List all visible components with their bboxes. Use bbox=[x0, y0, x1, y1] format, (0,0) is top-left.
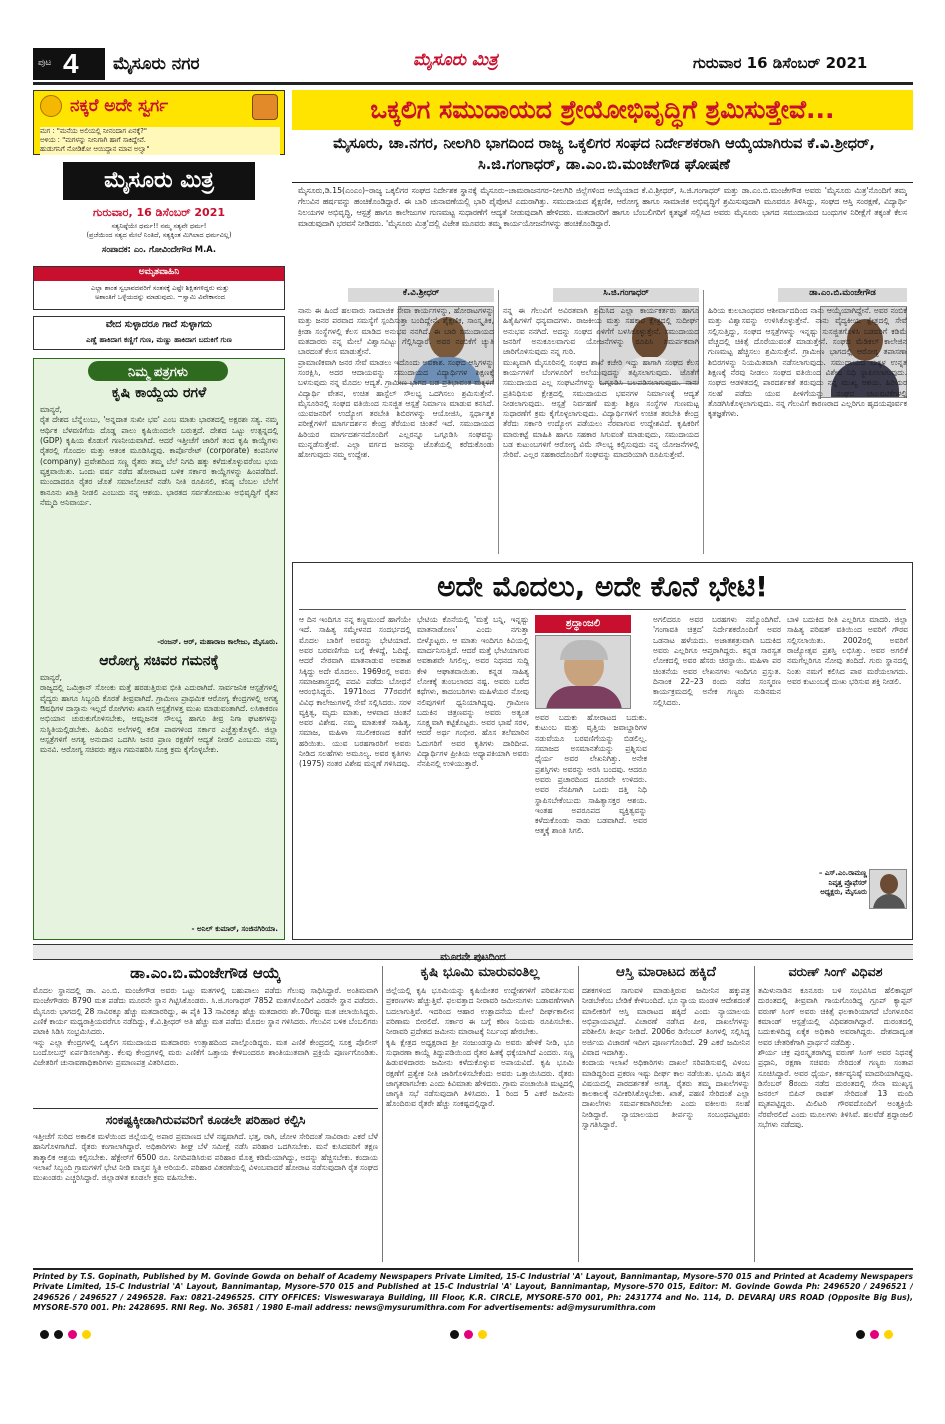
reg-dot bbox=[82, 1330, 91, 1339]
proverb-title: ವೇದ ಸುಳ್ಳಾದರೂ ಗಾದೆ ಸುಳ್ಳಾಗದು bbox=[105, 319, 213, 330]
cont-d-title: ಆಸ್ತಿ ಮಾರಾಟದ ಹಕ್ಕಿದೆ bbox=[616, 964, 716, 980]
reg-dot bbox=[68, 1330, 77, 1339]
header-date: ಗುರುವಾರ 16 ಡಿಸೆಂಬರ್ 2021 bbox=[693, 54, 868, 72]
cont-a-title: ಡಾ.ಎಂ.ಬಿ.ಮಂಜೇಗೌಡ ಆಯ್ಕೆ bbox=[130, 964, 281, 982]
tribute-sign-photo bbox=[869, 869, 907, 909]
page-label: ಪುಟ bbox=[38, 58, 52, 68]
letter2-sign: - ಅನಿಲ್ ಕುಮಾರ್, ಸಂಜಿನಗಿರಿಯಾ. bbox=[191, 924, 278, 933]
masthead-small: ಮೈಸೂರು ಮಿತ್ರ bbox=[413, 50, 498, 70]
page-label-box bbox=[33, 48, 105, 80]
continued-banner-label: ಮೂರನೇ ಪುಟದಿಂದ bbox=[440, 952, 506, 963]
col-divider-1 bbox=[498, 290, 499, 554]
lead-col-1 bbox=[298, 288, 494, 556]
cartoon-icon bbox=[252, 94, 278, 120]
header-rule bbox=[33, 82, 913, 85]
reg-dot bbox=[54, 1330, 63, 1339]
amrutha-box bbox=[33, 266, 285, 310]
letter2-title: ಆರೋಗ್ಯ ಸಚಿವರ ಗಮನಕ್ಕೆ bbox=[99, 653, 219, 669]
cont-divider-1 bbox=[382, 966, 383, 1262]
amrutha-text: ಎಲ್ಲಾ ಶಾಂತ ಸ್ವಭಾವದವರಿಗೆ ಸಂತಸಕ್ಕೆ ಎಷ್ಟೇ ಶಿಕ್ಷಿತಗಳಿದ್ದರು ಮತ್ತು ಅಶಾಂತಿಗೆ ಒಳ್ಳೆಯದನ್ನು ಮಾಡುವುದು. ~ಸ್ವಾಮಿ ವಿವೇಕಾನಂದ bbox=[91, 284, 229, 301]
cont-b-text: ಇತ್ತೀಚೆಗೆ ಸುರಿದ ಅಕಾಲಿಕ ಮಳೆಯಿಂದ ಜಿಲ್ಲೆಯಲ್ಲಿ ಅಪಾರ ಪ್ರಮಾಣದ ಬೆಳೆ ನಷ್ಟವಾಗಿದೆ. ಭತ್ತ, ರಾಗಿ, ಜೋಳ ಸೇರಿದಂತೆ ಸಾವಿರಾರು ಎಕರೆ ಬೆಳೆ ಹಾನಿಗೊಳಗಾಗಿದೆ. ರೈತರು ಕಂಗಾಲಾಗಿದ್ದಾರೆ. ಅಧಿಕಾರಿಗಳು ಶೀಘ್ರ ಬೆಳೆ ಸಮೀಕ್ಷೆ ನಡೆಸಿ ಪರಿಹಾರ ಒದಗಿಸಬೇಕು. ಮನೆ ಕುಸಿದವರಿಗೆ ತಕ್ಷಣ ತಾತ್ಕಾಲಿಕ ಆಶ್ರಯ ಕಲ್ಪಿಸಬೇಕು. ಹೆಕ್ಟೇರ್‌ಗೆ 6500 ರೂ. ನಿಗದಿಪಡಿಸಿರುವ ಪರಿಹಾರ ಮೊತ್ತ ಕಡಿಮೆಯಾಗಿದ್ದು, ಅದನ್ನು ಹೆಚ್ಚಿಸಬೇಕು. ಕಂದಾಯ ಇಲಾಖೆ ಸಿಬ್ಬಂದಿ ಗ್ರಾಮಗಳಿಗೆ ಭೇಟಿ ನೀಡಿ ವಾಸ್ತವ ಸ್ಥಿತಿ ಅರಿಯಲಿ. ಪರಿಹಾರ ವಿತರಣೆಯಲ್ಲಿ ವಿಳಂಬವಾದರೆ ಹೋರಾಟ ನಡೆಸುವುದಾಗಿ ರೈತ ಸಂಘದ ಮುಖಂಡರು ಎಚ್ಚರಿಸಿದ್ದಾರೆ. ಜಿಲ್ಲಾಡಳಿತ ಕೂಡಲೇ ಕ್ರಮ ವಹಿಸಬೇಕು. bbox=[33, 1132, 378, 1183]
sidebar bbox=[33, 90, 285, 940]
issue-lines: ಸತ್ಯನಿಷ್ಠೆಯೇ ಧರ್ಮ!! ನಮ್ಮ ಸತ್ಯವೇ ಧರ್ಮ! (ಪ್ರಜೆಯಿಂದ ಸತ್ಯದ ಮೇಲೆ ನಿಂತಿದೆ, ಸತ್ಯಕ್ಕಿಂತ ಮಿಗಿಲಾದ ಧರ್ಮವಿಲ್ಲ) bbox=[86, 222, 232, 239]
col1-text: ನಾನು ಈ ಹಿಂದೆ ಹಲವಾರು ಸಾಮಾಜಿಕ ಸೇವಾ ಕಾರ್ಯಗಳನ್ನು, ಹೋರಾಟಗಳನ್ನು ಮತ್ತು ಜನರ ಪರವಾದ ಸಮಸ್ಯೆಗೆ ಸ್ಪಂದಿಸುತ್ತಾ ಬಂದಿದ್ದೇನೆ. ಶೈಕ್ಷಣಿಕ, ಸಾಂಸ್ಕೃತಿಕ, ಕ್ರೀಡಾ ಸಂಸ್ಥೆಗಳಲ್ಲಿ ಕೆಲಸ ಮಾಡಿದ ಅನುಭವ ನನಗಿದೆ. ಈ ಬಾರಿ ಸಮುದಾಯದ ಮತದಾರರು ನನ್ನ ಮೇಲೆ ವಿಶ್ವಾಸವಿಟ್ಟು ಗೆಲ್ಲಿಸಿದ್ದಾರೆ. ಅವರ ನಂಬಿಕೆಗೆ ಚ್ಯುತಿ ಬಾರದಂತೆ ಕೆಲಸ ಮಾಡುತ್ತೇನೆ. ಪ್ರಾಮಾಣಿಕವಾಗಿ ಜನರ ಸೇವೆ ಮಾಡಲು ಇದೊಂದು ಅವಕಾಶ. ಸಂಘದ ಆಸ್ತಿಗಳನ್ನು ಸಂರಕ್ಷಿಸಿ, ಅದರ ಆದಾಯವನ್ನು ಸಮುದಾಯದ ವಿದ್ಯಾರ್ಥಿಗಳ ಶಿಕ್ಷಣಕ್ಕೆ ಬಳಸುವುದು ನನ್ನ ಮೊದಲ ಆದ್ಯತೆ. ಗ್ರಾಮೀಣ ಭಾಗದ ಬಡ ಪ್ರತಿಭಾವಂತ ಮಕ್ಕಳಿಗೆ ವಿದ್ಯಾರ್ಥಿ ವೇತನ, ಉಚಿತ ಹಾಸ್ಟೆಲ್ ಸೌಲಭ್ಯ ಒದಗಿಸಲು ಶ್ರಮಿಸುತ್ತೇನೆ. ಮೈಸೂರಿನಲ್ಲಿ ಸಂಘದ ವತಿಯಿಂದ ಸುಸಜ್ಜಿತ ಆಸ್ಪತ್ರೆ ನಿರ್ಮಾಣ ಮಾಡುವ ಕನಸಿದೆ. ಯುವಜನರಿಗೆ ಉದ್ಯೋಗ ತರಬೇತಿ ಶಿಬಿರಗಳನ್ನು ಆಯೋಜಿಸಿ, ಸ್ಪರ್ಧಾತ್ಮಕ ಪರೀಕ್ಷೆಗಳಿಗೆ ಮಾರ್ಗದರ್ಶನ ಕೇಂದ್ರ ತೆರೆಯುವ ಚಿಂತನೆ ಇದೆ. ಸಮುದಾಯದ ಹಿರಿಯರ ಮಾರ್ಗದರ್ಶನದೊಂದಿಗೆ ಎಲ್ಲರನ್ನೂ ಒಗ್ಗೂಡಿಸಿ ಸಂಘವನ್ನು ಮುನ್ನಡೆಸುತ್ತೇವೆ. ಎಲ್ಲಾ ವರ್ಗದ ಜನರನ್ನು ಜೊತೆಯಲ್ಲಿ ಕರೆದುಕೊಂಡು ಹೋಗುವುದು ನಮ್ಮ ಉದ್ದೇಶ. bbox=[298, 306, 494, 460]
footer-imprint: Printed by T.S. Gopinath, Published by M. Govinde Gowda on behalf of Academy Newspapers Private Limited, 15-C Industrial 'A' Layout, Bannimantap, Mysore-570 015 and Printed at Academy Newspapers Private Limited, 15-C Industrial 'A' Layout, Bannimantap, Mysore-570 015 and Published at 15-C Industrial 'A' Layout, Bannimantap, Mysore-570 015, Editor: M. Govinde Gowda Ph: 2496520 / 2496521 / 2496526 / 2496527 / 2496528. Fax: 0821-2496525. CITY OFFICES: Visweswaraya Building, III Floor, K.R. CIRCLE, MYSORE-570 001, Ph: 2431774 and No. 114, D. DEVARAJ URS ROAD (Opposite Big Bus), MYSORE-570 001. Ph: 2428695. RNI Reg. No. 36581 / 1980 E-mail address: news@mysurumithra.com For advertisements: ad@mysurumithra.com bbox=[33, 1272, 913, 1312]
proverb-box bbox=[33, 316, 285, 350]
section-title: ಮೈಸೂರು ನಗರ bbox=[113, 54, 200, 74]
lead-col-2 bbox=[503, 288, 699, 556]
cont-divider-2 bbox=[578, 966, 579, 1262]
tribute-headline-rule bbox=[299, 609, 906, 610]
logo-block bbox=[33, 162, 285, 257]
tribute-headline: ಅದೇ ಮೊದಲು, ಅದೇ ಕೊನೆ ಭೇಟಿ! bbox=[437, 570, 768, 603]
tribute-col-2: ಭೇಟಿಯ ಕೊನೆಯಲ್ಲಿ 'ಮತ್ತೆ ಬನ್ನಿ, ಇನ್ನಷ್ಟು ಮಾತನಾಡೋಣ' ಎಂದು ನಗುತ್ತಾ ಬೀಳ್ಕೊಟ್ಟರು. ಆ ಮಾತು ಇಂದಿಗೂ ಕಿವಿಯಲ್ಲಿ ಮಾರ್ದನಿಸುತ್ತಿದೆ. ಆದರೆ ಮತ್ತೆ ಭೇಟಿಯಾಗುವ ಅವಕಾಶವೇ ಸಿಗಲಿಲ್ಲ. ಅವರ ನಿಧನದ ಸುದ್ದಿ ಕೇಳಿ ಆಘಾತವಾಯಿತು. ಕನ್ನಡ ಸಾಹಿತ್ಯ ಲೋಕಕ್ಕೆ ತುಂಬಲಾರದ ನಷ್ಟ. ಅವರು ಬರೆದ ಕಥೆಗಳು, ಕಾದಂಬರಿಗಳು ಮಹಿಳೆಯರ ನೋವು ನಲಿವುಗಳಿಗೆ ಧ್ವನಿಯಾಗಿದ್ದವು. ಗ್ರಾಮೀಣ ಬದುಕಿನ ಚಿತ್ರಣವನ್ನು ಅವರು ಅತ್ಯಂತ ಸೂಕ್ಷ್ಮವಾಗಿ ಕಟ್ಟಿಕೊಟ್ಟರು. ಅವರ ಭಾಷೆ ಸರಳ, ಆದರೆ ಅರ್ಥ ಗಂಭೀರ. ಹೊಸ ತಲೆಮಾರಿನ ಓದುಗರಿಗೆ ಅವರ ಕೃತಿಗಳು ದಾರಿದೀಪ. ವಿದ್ಯಾರ್ಥಿಗಳ ಪ್ರೀತಿಯ ಅಧ್ಯಾಪಕಿಯಾಗಿ ಅವರು ನೆನಪಿನಲ್ಲಿ ಉಳಿಯುತ್ತಾರೆ. bbox=[417, 615, 529, 769]
letter1-text: ಮಾನ್ಯರೆ, ರೈತ ದೇಶದ ಬೆನ್ನೆಲುಬು, 'ಅನ್ನದಾತ ಸುಖೀ ಭವ' ಎಂಬ ಮಾತು ಭಾರತದಲ್ಲಿ ಅಕ್ಷರಶಃ ಸತ್ಯ. ನಮ್ಮ ಆರ್ಥಿಕ ಬೆಳವಣಿಗೆಯ ದೊಡ್ಡ ಪಾಲು ಕೃಷಿಯಿಂದಲೇ ಬರುತ್ತದೆ. ದೇಶದ ಒಟ್ಟು ಉತ್ಪನ್ನದಲ್ಲಿ (GDP) ಕೃಷಿಯ ಕೊಡುಗೆ ಗಣನೀಯವಾಗಿದೆ. ಆದರೆ ಇತ್ತೀಚೆಗೆ ಜಾರಿಗೆ ತಂದ ಕೃಷಿ ಕಾಯ್ದೆಗಳು ರೈತರಲ್ಲಿ ಗೊಂದಲ ಮತ್ತು ಆತಂಕ ಮೂಡಿಸಿದ್ದವು. ಕಾರ್ಪೊರೇಟ್ (corporate) ಕಂಪನಿಗಳ (company) ಪ್ರವೇಶದಿಂದ ಸಣ್ಣ ರೈತರು ತಮ್ಮ ಬೆಲೆ ನಿಗದಿ ಹಕ್ಕು ಕಳೆದುಕೊಳ್ಳುವರೆಂಬ ಭಯ ವ್ಯಕ್ತವಾಯಿತು. ಒಂದು ವರ್ಷ ನಡೆದ ಹೋರಾಟದ ಬಳಿಕ ಸರ್ಕಾರ ಕಾಯ್ದೆಗಳನ್ನು ಹಿಂಪಡೆದಿದೆ. ಮುಂದಾದರೂ ರೈತರ ಜೊತೆ ಸಮಾಲೋಚನೆ ನಡೆಸಿ ನೀತಿ ರೂಪಿಸಲಿ, ಕನಿಷ್ಠ ಬೆಂಬಲ ಬೆಲೆಗೆ ಕಾನೂನು ಖಾತ್ರಿ ನೀಡಲಿ ಎಂಬುದು ನನ್ನ ಆಶಯ. ಭಾರತದ ಸರ್ವತೋಮುಖ ಅಭಿವೃದ್ಧಿಗೆ ರೈತನ ನೆಮ್ಮದಿ ಅನಿವಾರ್ಯ. bbox=[40, 405, 278, 507]
letters-banner bbox=[88, 361, 228, 381]
reg-dot bbox=[870, 1330, 879, 1339]
cont-c-title: ಕೃಷಿ ಭೂಮಿ ಮಾರುವಂತಿಲ್ಲ bbox=[420, 964, 540, 980]
cont-story-d bbox=[582, 964, 750, 1264]
tribute-label: ಶ್ರದ್ಧಾಂಜಲಿ bbox=[535, 615, 631, 633]
cont-e-text: ತಮಿಳುನಾಡಿನ ಕೂನೂರು ಬಳಿ ಸಂಭವಿಸಿದ ಹೆಲಿಕಾಪ್ಟರ್ ದುರಂತದಲ್ಲಿ ತೀವ್ರವಾಗಿ ಗಾಯಗೊಂಡಿದ್ದ ಗ್ರೂಪ್ ಕ್ಯಾಪ್ಟನ್ ವರುಣ್ ಸಿಂಗ್ ಅವರು ಚಿಕಿತ್ಸೆ ಫಲಕಾರಿಯಾಗದೆ ಬೆಂಗಳೂರಿನ ಕಮಾಂಡ್ ಆಸ್ಪತ್ರೆಯಲ್ಲಿ ವಿಧಿವಶರಾಗಿದ್ದಾರೆ. ದುರಂತದಲ್ಲಿ ಬದುಕುಳಿದಿದ್ದ ಏಕೈಕ ಅಧಿಕಾರಿ ಅವರಾಗಿದ್ದರು. ದೇಶದಾದ್ಯಂತ ಅವರ ಚೇತರಿಕೆಗಾಗಿ ಪ್ರಾರ್ಥನೆ ನಡೆದಿತ್ತು. ಶೌರ್ಯ ಚಕ್ರ ಪುರಸ್ಕೃತರಾಗಿದ್ದ ವರುಣ್ ಸಿಂಗ್ ಅವರ ನಿಧನಕ್ಕೆ ಪ್ರಧಾನಿ, ರಕ್ಷಣಾ ಸಚಿವರು ಸೇರಿದಂತೆ ಗಣ್ಯರು ಸಂತಾಪ ಸೂಚಿಸಿದ್ದಾರೆ. ಅವರ ಧೈರ್ಯ, ಕರ್ತವ್ಯನಿಷ್ಠೆ ಮಾದರಿಯಾಗಿದ್ದವು. ಡಿಸೆಂಬರ್ 8ರಂದು ನಡೆದ ದುರಂತದಲ್ಲಿ ಸೇನಾ ಮುಖ್ಯಸ್ಥ ಜನರಲ್ ಬಿಪಿನ್ ರಾವತ್ ಸೇರಿದಂತೆ 13 ಮಂದಿ ಮೃತಪಟ್ಟಿದ್ದರು. ಮಿಲಿಟರಿ ಗೌರವದೊಂದಿಗೆ ಅಂತ್ಯಕ್ರಿಯೆ ನೆರವೇರಲಿದೆ ಎಂದು ಮೂಲಗಳು ತಿಳಿಸಿವೆ. ಹಲವೆಡೆ ಶ್ರದ್ಧಾಂಜಲಿ ಸಭೆಗಳು ನಡೆದವು. bbox=[758, 986, 913, 1130]
reg-dot bbox=[884, 1330, 893, 1339]
col2-name-tag: ಸಿ.ಜಿ.ಗಂಗಾಧರ್ bbox=[553, 288, 699, 302]
letters-section bbox=[33, 358, 285, 940]
editor-line: ಸಂಪಾದಕ: ಎಂ. ಗೋವಿಂದೇಗೌಡ M.A. bbox=[101, 244, 217, 254]
cont-e-title: ವರುಣ್ ಸಿಂಗ್ ವಿಧಿವಶ bbox=[788, 964, 883, 979]
lead-subhead: ಮೈಸೂರು, ಚಾ.ನಗರ, ನೀಲಗಿರಿ ಭಾಗದಿಂದ ರಾಜ್ಯ ಒಕ್ಕಲಿಗರ ಸಂಘದ ನಿರ್ದೇಶಕರಾಗಿ ಆಯ್ಕೆಯಾಗಿರುವ ಕೆ.ವಿ.ಶ್ರೀಧರ್, ಸಿ.ಜಿ.ಗಂಗಾಧರ್, ಡಾ.ಎಂ.ಬಿ.ಮಂಜೇಗೌಡ ಘೋಷಣೆ bbox=[333, 136, 875, 174]
smiley-icon bbox=[40, 95, 62, 117]
lead-intro: ಮೈಸೂರು,ಡಿ.15(ಎಂಎಂ)–ರಾಜ್ಯ ಒಕ್ಕಲಿಗರ ಸಂಘದ ನಿರ್ದೇಶಕ ಸ್ಥಾನಕ್ಕೆ ಮೈಸೂರು–ಚಾಮರಾಜನಗರ–ನೀಲಗಿರಿ ಜಿಲ್ಲೆಗಳಿಂದ ಆಯ್ಕೆಯಾದ ಕೆ.ವಿ.ಶ್ರೀಧರ್, ಸಿ.ಜಿ.ಗಂಗಾಧರ್ ಮತ್ತು ಡಾ.ಎಂ.ಬಿ.ಮಂಜೇಗೌಡ ಅವರು 'ಮೈಸೂರು ಮಿತ್ರ'ನೊಂದಿಗೆ ತಮ್ಮ ಗೆಲುವಿನ ಹರ್ಷವನ್ನು ಹಂಚಿಕೊಂಡಿದ್ದಾರೆ. ಈ ಬಾರಿ ಚುನಾವಣೆಯಲ್ಲಿ ಭಾರಿ ಪೈಪೋಟಿ ಎದುರಾಗಿತ್ತು. ಸಮುದಾಯದ ಶೈಕ್ಷಣಿಕ, ಆರೋಗ್ಯ ಹಾಗೂ ಸಾಮಾಜಿಕ ಅಭಿವೃದ್ಧಿಗೆ ಶ್ರಮಿಸುವುದಾಗಿ ಮೂವರೂ ತಿಳಿಸಿದ್ದು, ಸಂಘದ ಆಸ್ತಿ ಸಂರಕ್ಷಣೆ, ವಿದ್ಯಾರ್ಥಿ ನಿಲಯಗಳ ಅಭಿವೃದ್ಧಿ, ಆಸ್ಪತ್ರೆ ಹಾಗೂ ಕಾಲೇಜುಗಳ ಗುಣಮಟ್ಟ ಸುಧಾರಣೆಗೆ ಆದ್ಯತೆ ನೀಡುವುದಾಗಿ ಹೇಳಿದರು. ಮತದಾರರಿಗೆ ಹಾಗೂ ಬೆಂಬಲಿಗರಿಗೆ ಕೃತಜ್ಞತೆ ಸಲ್ಲಿಸಿದ ಅವರು ಮೈಸೂರು ಭಾಗದ ಸಮುದಾಯದ ಬಂಧುಗಳ ನಿರೀಕ್ಷೆಗೆ ತಕ್ಕಂತೆ ಕೆಲಸ ಮಾಡುವುದಾಗಿ ಭರವಸೆ ನೀಡಿದರು. 'ಮೈಸೂರು ಮಿತ್ರ'ದಲ್ಲಿ ವಿಜೇತ ಮೂವರು ತಮ್ಮ ಕಾರ್ಯಯೋಜನೆಗಳನ್ನು ಹಂಚಿಕೊಂಡಿದ್ದಾರೆ. bbox=[298, 186, 907, 228]
reg-dot bbox=[464, 1330, 473, 1339]
cont-a-text: ಮೊದಲ ಸ್ಥಾನದಲ್ಲಿ ಡಾ. ಎಂ.ಬಿ. ಮಂಜೇಗೌಡ ಅವರು ಒಟ್ಟು ಮತಗಳಲ್ಲಿ ಬಹುಪಾಲು ಪಡೆದು ಗೆಲುವು ಸಾಧಿಸಿದ್ದಾರೆ. ಅಂತಿಮವಾಗಿ ಮಂಜೇಗೌಡರು 8790 ಮತ ಪಡೆದು ಮೂರನೇ ಸ್ಥಾನ ಗಿಟ್ಟಿಸಿಕೊಂಡರು. ಸಿ.ಜಿ.ಗಂಗಾಧರ್ 7852 ಮತಗಳೊಂದಿಗೆ ಎರಡನೇ ಸ್ಥಾನ ಪಡೆದರು. ಮೈಸೂರು ಭಾಗದಲ್ಲಿ 28 ಸಾವಿರಕ್ಕೂ ಹೆಚ್ಚು ಮತದಾರರಿದ್ದು, ಈ ಪೈಕಿ 13 ಸಾವಿರಕ್ಕೂ ಹೆಚ್ಚು ಮತದಾರರು ಶೇ.70ರಷ್ಟು ಮತ ಚಲಾಯಿಸಿದ್ದರು. ಎಣಿಕೆ ಕಾರ್ಯ ಮಧ್ಯರಾತ್ರಿಯವರೆಗೂ ನಡೆದಿದ್ದು, ಕೆ.ವಿ.ಶ್ರೀಧರ್ ಅತಿ ಹೆಚ್ಚು ಮತ ಪಡೆದು ಮೊದಲ ಸ್ಥಾನ ಗಳಿಸಿದರು. ಗೆಲುವಿನ ಬಳಿಕ ಬೆಂಬಲಿಗರು ಪಟಾಕಿ ಸಿಡಿಸಿ ಸಂಭ್ರಮಿಸಿದರು. ಇನ್ನು ಎಲ್ಲಾ ಕೇಂದ್ರಗಳಲ್ಲಿ ಒಕ್ಕಲಿಗ ಸಮುದಾಯದ ಮತದಾರರು ಉತ್ಸಾಹದಿಂದ ಪಾಲ್ಗೊಂಡಿದ್ದರು. ಮತ ಎಣಿಕೆ ಕೇಂದ್ರದಲ್ಲಿ ಸೂಕ್ತ ಪೊಲೀಸ್ ಬಂದೋಬಸ್ತ್ ಏರ್ಪಡಿಸಲಾಗಿತ್ತು. ಕೆಲವು ಕೇಂದ್ರಗಳಲ್ಲಿ ಮರು ಎಣಿಕೆಗೆ ಒತ್ತಾಯ ಕೇಳಿಬಂದರೂ ಶಾಂತಿಯುತವಾಗಿ ಪ್ರಕ್ರಿಯೆ ಪೂರ್ಣಗೊಂಡಿತು. ವಿಜೇತರಿಗೆ ಚುನಾವಣಾಧಿಕಾರಿಗಳು ಪ್ರಮಾಣಪತ್ರ ವಿತರಿಸಿದರು. bbox=[33, 986, 378, 1068]
lead-headline-box bbox=[292, 90, 913, 130]
subhead-rule bbox=[292, 182, 913, 183]
amrutha-title: ಅಮೃತವಾಹಿನಿ bbox=[34, 267, 284, 281]
cont-a-rule bbox=[33, 1108, 378, 1109]
nakkare-box bbox=[33, 90, 285, 155]
col-divider-2 bbox=[703, 290, 704, 554]
col1-name-tag: ಕೆ.ವಿ.ಶ್ರೀಧರ್ bbox=[348, 288, 494, 302]
reg-dot bbox=[856, 1330, 865, 1339]
cont-c-text: ಜಿಲ್ಲೆಯಲ್ಲಿ ಕೃಷಿ ಭೂಮಿಯನ್ನು ಕೃಷಿಯೇತರ ಉದ್ದೇಶಗಳಿಗೆ ಪರಿವರ್ತಿಸುವ ಪ್ರಕರಣಗಳು ಹೆಚ್ಚುತ್ತಿವೆ. ಫಲವತ್ತಾದ ನೀರಾವರಿ ಜಮೀನುಗಳು ಬಡಾವಣೆಗಳಾಗಿ ಬದಲಾಗುತ್ತಿವೆ. ಇದರಿಂದ ಆಹಾರ ಉತ್ಪಾದನೆಯ ಮೇಲೆ ದೀರ್ಘಕಾಲೀನ ಪರಿಣಾಮ ಬೀರಲಿದೆ. ಸರ್ಕಾರ ಈ ಬಗ್ಗೆ ಕಠಿಣ ನಿಯಮ ರೂಪಿಸಬೇಕು. ನೀರಾವರಿ ಪ್ರದೇಶದ ಜಮೀನು ಮಾರಾಟಕ್ಕೆ ನಿರ್ಬಂಧ ಹೇರಬೇಕು. ಕೃಷಿ ಕ್ಷೇತ್ರದ ಅಧ್ಯಕ್ಷರಾದ ಶ್ರೀ ನಂಜುಂಡಸ್ವಾಮಿ ಅವರು ಹೇಳಿಕೆ ನೀಡಿ, ಭೂ ಸುಧಾರಣಾ ಕಾಯ್ದೆ ತಿದ್ದುಪಡಿಯಿಂದ ರೈತರ ಹಿತಕ್ಕೆ ಧಕ್ಕೆಯಾಗಿದೆ ಎಂದರು. ಸಣ್ಣ ಹಿಡುವಳಿದಾರರು ಜಮೀನು ಕಳೆದುಕೊಳ್ಳುವ ಅಪಾಯವಿದೆ. ಕೃಷಿ ಭೂಮಿ ರಕ್ಷಣೆಗೆ ಪ್ರತ್ಯೇಕ ನೀತಿ ಜಾರಿಗೊಳಿಸಬೇಕೆಂದು ಅವರು ಒತ್ತಾಯಿಸಿದರು. ರೈತರು ಜಾಗೃತರಾಗಬೇಕು ಎಂದು ಕಿವಿಮಾತು ಹೇಳಿದರು. ಗ್ರಾಮ ಪಂಚಾಯಿತಿ ಮಟ್ಟದಲ್ಲಿ ಜಾಗೃತಿ ಸಭೆ ನಡೆಸುವುದಾಗಿ ತಿಳಿಸಿದರು. 1 ರಿಂದ 5 ಎಕರೆ ಜಮೀನು ಹೊಂದಿರುವ ರೈತರೇ ಹೆಚ್ಚು ಸಂಕಷ್ಟದಲ್ಲಿದ್ದಾರೆ. bbox=[386, 986, 574, 1109]
page-header bbox=[33, 48, 913, 90]
joke-text: ಮಗ : "ಮನೆಯ ಅಲಿಯಲ್ಲಿ ನೀನಂದಾಗ ಏನಕ್ಕೆ?" ಅಳಿಯ : "ಮಗಳನ್ನು ನೀನಿಗಾಗಿ ಹಾಗೆ ಸಾಕಿದ್ದೇವೆ. ಹುಡುಗನಿಗೆ ನೋಡಿಕೋ ಆಯಿದ್ದಾನ ಮಾವ ಅಲ್ವಾ" bbox=[40, 127, 280, 155]
continued-banner bbox=[33, 944, 913, 963]
lead-headline: ಒಕ್ಕಲಿಗ ಸಮುದಾಯದ ಶ್ರೇಯೋಭಿವೃದ್ಧಿಗೆ ಶ್ರಮಿಸುತ್ತೇವೆ... bbox=[370, 95, 835, 124]
proverb-text: ಎಣ್ಣೆ ಹಾಕಿದಾಗ ಕಣ್ಣಿಗೆ ಗುಣ, ಮಣ್ಣು ಹಾಕಿದಾಗ ಬದುಕಿಗೆ ಗುಣ bbox=[86, 335, 232, 344]
cont-divider-3 bbox=[754, 966, 755, 1262]
tribute-col-3: ಅವರ ಬದುಕು ಹೋರಾಟದ ಬದುಕು. ಕುಟುಂಬ ಮತ್ತು ವೃತ್ತಿಯ ಜವಾಬ್ದಾರಿಗಳ ನಡುವೆಯೂ ಬರವಣಿಗೆಯನ್ನು ಬಿಡಲಿಲ್ಲ. ಸಮಾಜದ ಅಸಮಾನತೆಯನ್ನು ಪ್ರಶ್ನಿಸುವ ಧೈರ್ಯ ಅವರ ಲೇಖನಿಗಿತ್ತು. ಅನೇಕ ಪ್ರಶಸ್ತಿಗಳು ಅವರನ್ನು ಅರಸಿ ಬಂದವು. ಆದರೂ ಅವರು ಪ್ರಚಾರದಿಂದ ದೂರವೇ ಉಳಿದರು. ಅವರ ನೆನಪಿಗಾಗಿ ಒಂದು ದತ್ತಿ ನಿಧಿ ಸ್ಥಾಪಿಸಬೇಕೆಂಬುದು ಸಾಹಿತ್ಯಾಸಕ್ತರ ಆಶಯ. ಇಂತಹ ಅಪರೂಪದ ವ್ಯಕ್ತಿತ್ವವನ್ನು ಕಳೆದುಕೊಂಡು ನಾಡು ಬಡವಾಗಿದೆ. ಅವರ ಆತ್ಮಕ್ಕೆ ಶಾಂತಿ ಸಿಗಲಿ. bbox=[535, 713, 647, 836]
tribute-sign: – ಎಸ್.ಎಂ.ರಾಮಣ್ಣ ನಿವೃತ್ತ ಪ್ರೊಫೆಸರ್ ಅಧ್ಯಕ್ಷರು, ಮೈಸೂರು bbox=[818, 869, 867, 897]
letter1-sign: -ರಂಜನ್. ಆರ್, ಮಹಾರಾಜ ಕಾಲೇಜು, ಮೈಸೂರು. bbox=[157, 637, 278, 646]
letters-banner-label: ನಿಮ್ಮ ಪತ್ರಗಳು bbox=[128, 365, 188, 380]
col3-name-tag: ಡಾ.ಎಂ.ಬಿ.ಮಂಜೇಗೌಡ bbox=[778, 288, 907, 302]
logo-text: ಮೈಸೂರು ಮಿತ್ರ bbox=[104, 168, 214, 193]
tribute-col-5: ಬಾಳಿ ಬದುಕಿದ ರೀತಿ ಎಲ್ಲರಿಗೂ ಮಾದರಿ. ಜಿಲ್ಲಾ ಸಾಹಿತ್ಯ ಪರಿಷತ್ ವತಿಯಿಂದ ಅವರಿಗೆ ಗೌರವ ಸಲ್ಲಿಸಲಾಯಿತು. 2002ರಲ್ಲಿ ಅವರಿಗೆ ರಾಜ್ಯೋತ್ಸವ ಪ್ರಶಸ್ತಿ ಲಭಿಸಿತ್ತು. ಅವರ ಅಗಲಿಕೆ ನಮಗೆಲ್ಲರಿಗೂ ನೋವು ತಂದಿದೆ. ಗುರು ಸ್ಥಾನದಲ್ಲಿ ನಿಂತು ನಮಗೆ ಕಲಿಸಿದ ಪಾಠ ಮರೆಯಲಾಗದು. ಅವರ ಕುಟುಂಬಕ್ಕೆ ದುಃಖ ಭರಿಸುವ ಶಕ್ತಿ ನೀಡಲಿ. bbox=[787, 615, 908, 686]
footer-rule bbox=[33, 1268, 913, 1270]
page-number: 4 bbox=[63, 48, 79, 79]
tribute-photo bbox=[535, 635, 631, 709]
lead-story bbox=[292, 90, 913, 558]
letter2-text: ಮಾನ್ಯರೆ, ರಾಜ್ಯದಲ್ಲಿ ಒಮಿಕ್ರಾನ್ ಸೋಂಕು ಮತ್ತೆ ಹರಡುತ್ತಿರುವ ಭೀತಿ ಎದುರಾಗಿದೆ. ಸಾರ್ವಜನಿಕ ಆಸ್ಪತ್ರೆಗಳಲ್ಲಿ ವೈದ್ಯರು ಹಾಗೂ ಸಿಬ್ಬಂದಿ ಕೊರತೆ ತೀವ್ರವಾಗಿದೆ. ಗ್ರಾಮೀಣ ಪ್ರಾಥಮಿಕ ಆರೋಗ್ಯ ಕೇಂದ್ರಗಳಲ್ಲಿ ಅಗತ್ಯ ಔಷಧಿಗಳ ದಾಸ್ತಾನು ಇಲ್ಲದೆ ರೋಗಿಗಳು ಖಾಸಗಿ ಆಸ್ಪತ್ರೆಗಳತ್ತ ಮುಖ ಮಾಡುವಂತಾಗಿದೆ. ಲಸಿಕಾಕರಣ ಅಭಿಯಾನ ಚುರುಕುಗೊಳಿಸಬೇಕು, ಆಮ್ಲಜನಕ ಸೌಲಭ್ಯ ಹಾಗೂ ತೀವ್ರ ನಿಗಾ ಘಟಕಗಳನ್ನು ಸುಸ್ಥಿತಿಯಲ್ಲಿಡಬೇಕು. ಹಿಂದಿನ ಅಲೆಗಳಲ್ಲಿ ಕಲಿತ ಪಾಠಗಳಿಂದ ಸರ್ಕಾರ ಎಚ್ಚೆತ್ತುಕೊಳ್ಳಲಿ. ಜಿಲ್ಲಾ ಆಸ್ಪತ್ರೆಗಳಿಗೆ ಅಗತ್ಯ ಅನುದಾನ ಒದಗಿಸಿ ಜನರ ಪ್ರಾಣ ರಕ್ಷಣೆಗೆ ಆದ್ಯತೆ ನೀಡಲಿ ಎಂಬುದು ನಮ್ಮ ಮನವಿ. ಆರೋಗ್ಯ ಸಚಿವರು ತಕ್ಷಣ ಗಮನಹರಿಸಿ ಸೂಕ್ತ ಕ್ರಮ ಕೈಗೊಳ್ಳಬೇಕು. bbox=[40, 673, 278, 755]
cont-story-e bbox=[758, 964, 913, 1264]
mastlogo bbox=[63, 162, 255, 200]
tribute-col-1: ಆ ದಿನ ಇಂದಿಗೂ ನನ್ನ ಕಣ್ಣಮುಂದೆ ಹಾಗೆಯೇ ಇದೆ. ಸಾಹಿತ್ಯ ಸಮ್ಮೇಳನದ ಸಂದರ್ಭದಲ್ಲಿ ಮೊದಲ ಬಾರಿಗೆ ಅವರನ್ನು ಭೇಟಿಯಾದೆ. ಅವರ ಬರವಣಿಗೆಯ ಬಗ್ಗೆ ಕೇಳಿದ್ದೆ, ಓದಿದ್ದೆ. ಆದರೆ ನೇರವಾಗಿ ಮಾತನಾಡುವ ಅವಕಾಶ ಸಿಕ್ಕಿದ್ದು ಅದೇ ಮೊದಲು. 1969ರಲ್ಲಿ ಅವರು ಸಮಾಜಶಾಸ್ತ್ರದಲ್ಲಿ ಪದವಿ ಪಡೆದು ಬೋಧನೆ ಆರಂಭಿಸಿದ್ದರು. 1971ರಿಂದ 77ರವರೆಗೆ ವಿವಿಧ ಕಾಲೇಜುಗಳಲ್ಲಿ ಸೇವೆ ಸಲ್ಲಿಸಿದರು. ಸರಳ ವ್ಯಕ್ತಿತ್ವ, ಮೃದು ಮಾತು, ಆಳವಾದ ಚಿಂತನೆ ಅವರ ವಿಶೇಷ. ನಮ್ಮ ಮಾತುಕತೆ ಸಾಹಿತ್ಯ, ಸಮಾಜ, ಮಹಿಳಾ ಸಬಲೀಕರಣದ ಕಡೆಗೆ ಹರಿಯಿತು. ಯುವ ಬರಹಗಾರರಿಗೆ ಅವರು ನೀಡಿದ ಸಲಹೆಗಳು ಅಮೂಲ್ಯ. ಅವರ ಕೃತಿಗಳು (1975) ನಂತರ ವಿಶೇಷ ಮನ್ನಣೆ ಗಳಿಸಿದವು. bbox=[299, 615, 411, 769]
cont-story-a bbox=[33, 964, 378, 1264]
reg-dot bbox=[450, 1330, 459, 1339]
letter1-title: ಕೃಷಿ ಕಾಯ್ದೆಯ ರಗಳೆ bbox=[111, 385, 207, 401]
reg-dot bbox=[478, 1330, 487, 1339]
col3-text: ಹಿರಿಯ ಕುಲಬಾಂಧವರ ಆಶೀರ್ವಾದದಿಂದ ನಾನು ಆಯ್ಕೆಯಾಗಿದ್ದೇನೆ. ಅವರ ನಂಬಿಕೆ ಮತ್ತು ವಿಶ್ವಾಸವನ್ನು ಉಳಿಸಿಕೊಳ್ಳುತ್ತೇನೆ. ನಾನು ವೈದ್ಯಕೀಯ ಕ್ಷೇತ್ರದಲ್ಲಿ ಸೇವೆ ಸಲ್ಲಿಸುತ್ತಿದ್ದು, ಸಂಘದ ಆಸ್ಪತ್ರೆಗಳನ್ನು ಇನ್ನಷ್ಟು ಸುಸಜ್ಜಿತಗೊಳಿಸಿ ಬಡವರಿಗೆ ಕಡಿಮೆ ವೆಚ್ಚದಲ್ಲಿ ಚಿಕಿತ್ಸೆ ದೊರೆಯುವಂತೆ ಮಾಡುತ್ತೇನೆ. ಸಂಘದ ಮೆಡಿಕಲ್ ಕಾಲೇಜಿನ ಗುಣಮಟ್ಟ ಹೆಚ್ಚಿಸಲು ಶ್ರಮಿಸುತ್ತೇನೆ. ಗ್ರಾಮೀಣ ಭಾಗದಲ್ಲಿ ಆರೋಗ್ಯ ತಪಾಸಣಾ ಶಿಬಿರಗಳನ್ನು ನಿಯಮಿತವಾಗಿ ನಡೆಸಲಾಗುವುದು. ಸಮುದಾಯದ ಮಕ್ಕಳ ಉನ್ನತ ಶಿಕ್ಷಣಕ್ಕೆ ನೆರವು ನೀಡಲು ಸಂಘದ ವತಿಯಿಂದ ವಿಶೇಷ ನಿಧಿ ಸ್ಥಾಪಿಸಲಾಗುವುದು. ಸಂಘದ ಆಡಳಿತದಲ್ಲಿ ಪಾರದರ್ಶಕತೆ ತರುವುದು ನನ್ನ ಮುಖ್ಯ ಆಶಯ. ಹಿರಿಯರ ಸಲಹೆ ಪಡೆದು ಯುವ ಪೀಳಿಗೆಯನ್ನು ಸಂಘದ ಚಟುವಟಿಕೆಗಳಲ್ಲಿ ತೊಡಗಿಸಿಕೊಳ್ಳಲಾಗುವುದು. ನನ್ನ ಗೆಲುವಿಗೆ ಕಾರಣರಾದ ಎಲ್ಲರಿಗೂ ಹೃದಯಪೂರ್ವಕ ಕೃತಜ್ಞತೆಗಳು. bbox=[708, 306, 907, 419]
tribute-col-4: ಅಗಲಿದರೂ ಅವರ ಬರಹಗಳು ನಮ್ಮೊಂದಿಗಿವೆ. 'ಗಂಗಾವತಿ ಚಿತ್ರದ' ನಿರ್ದೇಶಕರೊಂದಿಗೆ ಅವರ ಒಡನಾಟ ಹಳೆಯದು. ಅಜಾತಶತ್ರುವಾಗಿ ಬದುಕಿದ ಅವರು ಎಲ್ಲರಿಗೂ ಆಪ್ತರಾಗಿದ್ದರು. ಕನ್ನಡ ಸಾರಸ್ವತ ಲೋಕದಲ್ಲಿ ಅವರ ಹೆಸರು ಚಿರಸ್ಥಾಯಿ. ಮಹಿಳಾ ಪರ ಚಿಂತನೆಯ ಅವರ ಲೇಖನಗಳು ಇಂದಿಗೂ ಪ್ರಸ್ತುತ. ದಿನಾಂಕ 22–23 ರಂದು ನಡೆದ ಸಂಸ್ಮರಣ ಕಾರ್ಯಕ್ರಮದಲ್ಲಿ ಅನೇಕ ಗಣ್ಯರು ನುಡಿನಮನ ಸಲ್ಲಿಸಿದರು. bbox=[653, 615, 781, 707]
nakkare-title: ನಕ್ಕರೆ ಅದೇ ಸ್ವರ್ಗ bbox=[70, 96, 169, 116]
col2-text: ನನ್ನ ಈ ಗೆಲುವಿಗೆ ಅವಿರತವಾಗಿ ಶ್ರಮಿಸಿದ ಎಲ್ಲಾ ಕಾರ್ಯಕರ್ತರು ಹಾಗೂ ಹಿತೈಷಿಗಳಿಗೆ ಧನ್ಯವಾದಗಳು. ರಾಜಕೀಯ ಮತ್ತು ಸಹಕಾರ ಕ್ಷೇತ್ರದಲ್ಲಿ ಸುದೀರ್ಘ ಅನುಭವ ನನಗಿದೆ. ಅದನ್ನು ಸಂಘದ ಏಳಿಗೆಗೆ ಬಳಸಿಕೊಳ್ಳುತ್ತೇನೆ. ಸಮುದಾಯದ ಜನರಿಗೆ ಅನುಕೂಲವಾಗುವ ಯೋಜನೆಗಳನ್ನು ರೂಪಿಸಿ ಸಮರ್ಪಕವಾಗಿ ಜಾರಿಗೊಳಿಸುವುದು ನನ್ನ ಗುರಿ. ಮುಖ್ಯವಾಗಿ ಮೈಸೂರಿನಲ್ಲಿ ಸಂಘದ ಶಾಖೆ ಕಚೇರಿ ಇದ್ದು ಹಾಗಾಗಿ ಸಂಘದ ಕೆಲಸ ಕಾರ್ಯಗಳಿಗೆ ಬೆಂಗಳೂರಿಗೆ ಅಲೆಯುವುದನ್ನು ತಪ್ಪಿಸಲಾಗುವುದು. ಜೊತೆಗೆ ಸಮುದಾಯದ ಎಲ್ಲ ಸಂಘಟನೆಗಳನ್ನು ಒಗ್ಗೂಡಿಸಿ ಬಲಪಡಿಸಲಾಗುವುದು. ನಾನು ಪ್ರತಿನಿಧಿಸುವ ಕ್ಷೇತ್ರದಲ್ಲಿ ಸಮುದಾಯದ ಭವನಗಳ ನಿರ್ಮಾಣಕ್ಕೆ ಆದ್ಯತೆ ನೀಡಲಾಗುವುದು. ಆಸ್ಪತ್ರೆ ನಿರ್ವಹಣೆ ಮತ್ತು ಶಿಕ್ಷಣ ಸಂಸ್ಥೆಗಳ ಗುಣಮಟ್ಟ ಸುಧಾರಣೆಗೆ ಕ್ರಮ ಕೈಗೊಳ್ಳಲಾಗುವುದು. ವಿದ್ಯಾರ್ಥಿಗಳಿಗೆ ಉಚಿತ ತರಬೇತಿ ಕೇಂದ್ರ ತೆರೆದು ಸರ್ಕಾರಿ ಉದ್ಯೋಗ ಪಡೆಯಲು ನೆರವಾಗುವ ಉದ್ದೇಶವಿದೆ. ಕೃಷಿಕರಿಗೆ ಮಾರುಕಟ್ಟೆ ಮಾಹಿತಿ ಹಾಗೂ ಸಹಕಾರ ಸಿಗುವಂತೆ ಮಾಡುವುದು, ಸಮುದಾಯದ ಬಡ ಕುಟುಂಬಗಳಿಗೆ ಆರೋಗ್ಯ ವಿಮೆ ಸೌಲಭ್ಯ ಕಲ್ಪಿಸುವುದು ನನ್ನ ಯೋಜನೆಗಳಲ್ಲಿ ಸೇರಿವೆ. ಎಲ್ಲರ ಸಹಕಾರದೊಂದಿಗೆ ಸಂಘವನ್ನು ಮಾದರಿಯಾಗಿ ರೂಪಿಸುತ್ತೇವೆ. bbox=[503, 306, 699, 460]
issue-date: ಗುರುವಾರ, 16 ಡಿಸೆಂಬರ್ 2021 bbox=[92, 206, 226, 219]
cont-b-title: ಸಂಕಷ್ಟಕ್ಕೀಡಾಗಿರುವವರಿಗೆ ಕೂಡಲೇ ಪರಿಹಾರ ಕಲ್ಪಿಸಿ bbox=[105, 1112, 306, 1127]
cont-story-c bbox=[386, 964, 574, 1264]
reg-dot bbox=[40, 1330, 49, 1339]
cont-d-text: ದಶಕಗಳಿಂದ ಸಾಗುವಳಿ ಮಾಡುತ್ತಿರುವ ಜಮೀನಿನ ಹಕ್ಕುಪತ್ರ ನೀಡಬೇಕೆಂಬ ಬೇಡಿಕೆ ಕೇಳಿಬಂದಿದೆ. ಭೂ ನ್ಯಾಯ ಮಂಡಳಿ ಆದೇಶದಂತೆ ಮಾಲೀಕರಿಗೆ ಆಸ್ತಿ ಮಾರಾಟದ ಹಕ್ಕಿದೆ ಎಂದು ನ್ಯಾಯಾಲಯ ಅಭಿಪ್ರಾಯಪಟ್ಟಿದೆ. ವಿಚಾರಣೆ ನಡೆಸಿದ ಪೀಠ, ದಾಖಲೆಗಳನ್ನು ಪರಿಶೀಲಿಸಿ ತೀರ್ಪು ನೀಡಿದೆ. 2006ರ ಡಿಸೆಂಬರ್ ತಿಂಗಳಲ್ಲಿ ಸಲ್ಲಿಸಿದ್ದ ಅರ್ಜಿಯ ವಿಚಾರಣೆ ಇದೀಗ ಪೂರ್ಣಗೊಂಡಿದೆ. 29 ಎಕರೆ ಜಮೀನಿನ ವಿವಾದ ಇದಾಗಿತ್ತು. ಕಂದಾಯ ಇಲಾಖೆ ಅಧಿಕಾರಿಗಳು ದಾಖಲೆ ಸರಿಪಡಿಸುವಲ್ಲಿ ವಿಳಂಬ ಮಾಡಿದ್ದರಿಂದ ಪ್ರಕರಣ ಇಷ್ಟು ದೀರ್ಘ ಕಾಲ ನಡೆಯಿತು. ಭೂಮಿ ಹಕ್ಕಿನ ವಿಷಯದಲ್ಲಿ ಪಾರದರ್ಶಕತೆ ಅಗತ್ಯ. ರೈತರು ತಮ್ಮ ದಾಖಲೆಗಳನ್ನು ಕಾಲಕಾಲಕ್ಕೆ ನವೀಕರಿಸಿಕೊಳ್ಳಬೇಕು. ಖಾತೆ, ಪಹಣಿ ಸೇರಿದಂತೆ ಎಲ್ಲಾ ದಾಖಲೆಗಳು ಸಮರ್ಪಕವಾಗಿರಬೇಕು ಎಂದು ವಕೀಲರು ಸಲಹೆ ನೀಡಿದ್ದಾರೆ. ನ್ಯಾಯಾಲಯದ ತೀರ್ಪನ್ನು ಸಂಬಂಧಪಟ್ಟವರು ಸ್ವಾಗತಿಸಿದ್ದಾರೆ. bbox=[582, 986, 750, 1130]
tribute-story bbox=[292, 562, 913, 940]
lead-col-3 bbox=[708, 288, 907, 556]
